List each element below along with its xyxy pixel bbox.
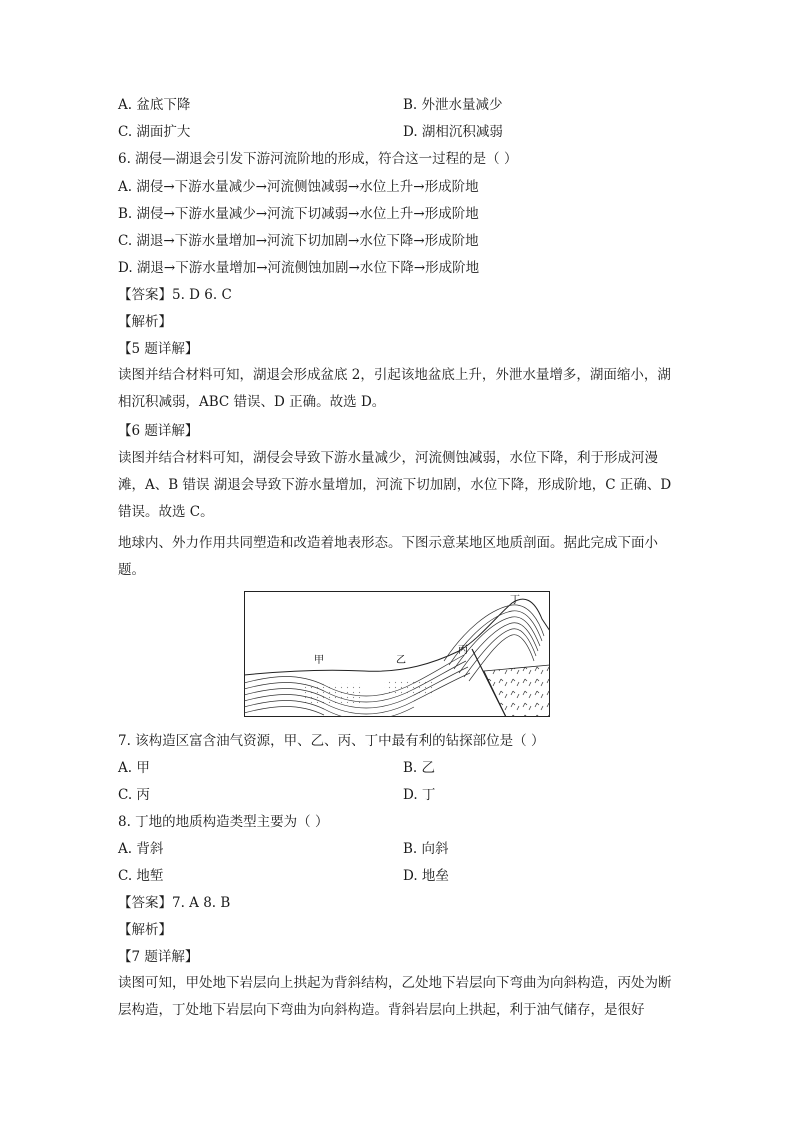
intro-paragraph: 地球内、外力作用共同塑造和改造着地表形态。下图示意某地区地质剖面。据此完成下面小题。 <box>118 535 658 578</box>
q8-option-a: A. 背斜 <box>118 841 164 857</box>
detail-5-text: 读图并结合材料可知，湖退会形成盆底 2，引起该地盆底上升，外泄水量增多，湖面缩小，湖相沉积减弱，ABC 错误、D 正确。故选 D。 <box>118 367 671 410</box>
geologic-cross-section <box>244 591 550 717</box>
label-ding: 丁 <box>510 595 520 606</box>
analysis-label-2: 【解析】 <box>118 922 172 938</box>
q5-option-c: C. 湖面扩大 <box>118 124 191 140</box>
q8-option-c: C. 地堑 <box>118 868 164 884</box>
detail-7-label: 【7 题详解】 <box>118 949 199 965</box>
q8-option-d: D. 地垒 <box>403 868 449 884</box>
q7-option-b: B. 乙 <box>403 760 436 776</box>
q6-stem: 6. 湖侵—湖退会引发下游河流阶地的形成，符合这一过程的是（ ） <box>118 151 518 167</box>
detail-7-text: 读图可知，甲处地下岩层向上拱起为背斜结构，乙处地下岩层向下弯曲为向斜构造，丙处为断层构造，丁处地下岩层向下弯曲为向斜构造。背斜岩层向上拱起，利于油气储存，是很好 <box>118 975 672 1018</box>
q5-option-d: D. 湖相沉积减弱 <box>403 124 503 140</box>
q6-option-c: C. 湖退→下游水量增加→河流下切加剧→水位下降→形成阶地 <box>118 233 479 249</box>
q8-stem: 8. 丁地的地质构造类型主要为（ ） <box>118 814 329 830</box>
q5-option-b: B. 外泄水量减少 <box>403 97 503 113</box>
q7-stem: 7. 该构造区富含油气资源，甲、乙、丙、丁中最有利的钻探部位是（ ） <box>118 733 545 749</box>
q6-option-a: A. 湖侵→下游水量减少→河流侧蚀减弱→水位上升→形成阶地 <box>118 179 479 195</box>
q7-option-c: C. 丙 <box>118 787 150 803</box>
label-yi: 乙 <box>396 655 406 666</box>
detail-6-label: 【6 题详解】 <box>118 423 199 439</box>
q6-option-d: D. 湖退→下游水量增加→河流侧蚀加剧→水位下降→形成阶地 <box>118 260 480 276</box>
label-bing: 丙 <box>458 645 468 656</box>
q8-option-b: B. 向斜 <box>403 841 449 857</box>
answer-7-8: 【答案】7. A 8. B <box>118 895 231 911</box>
q5-option-a: A. 盆底下降 <box>118 97 191 113</box>
detail-6-text: 读图并结合材料可知，湖侵会导致下游水量减少，河流侧蚀减弱，水位下降，利于形成河漫滩，A、B 错误 湖退会导致下游水量增加，河流下切加剧，水位下降，形成阶地，C 正确、D 错误。故选 C。 <box>118 450 672 520</box>
analysis-label: 【解析】 <box>118 314 172 330</box>
q7-option-d: D. 丁 <box>403 787 436 803</box>
detail-5-label: 【5 题详解】 <box>118 341 199 357</box>
q7-option-a: A. 甲 <box>118 760 150 776</box>
q6-option-b: B. 湖侵→下游水量减少→河流下切减弱→水位上升→形成阶地 <box>118 206 479 222</box>
label-jia: 甲 <box>314 655 324 666</box>
answer-5-6: 【答案】5. D 6. C <box>118 287 232 303</box>
